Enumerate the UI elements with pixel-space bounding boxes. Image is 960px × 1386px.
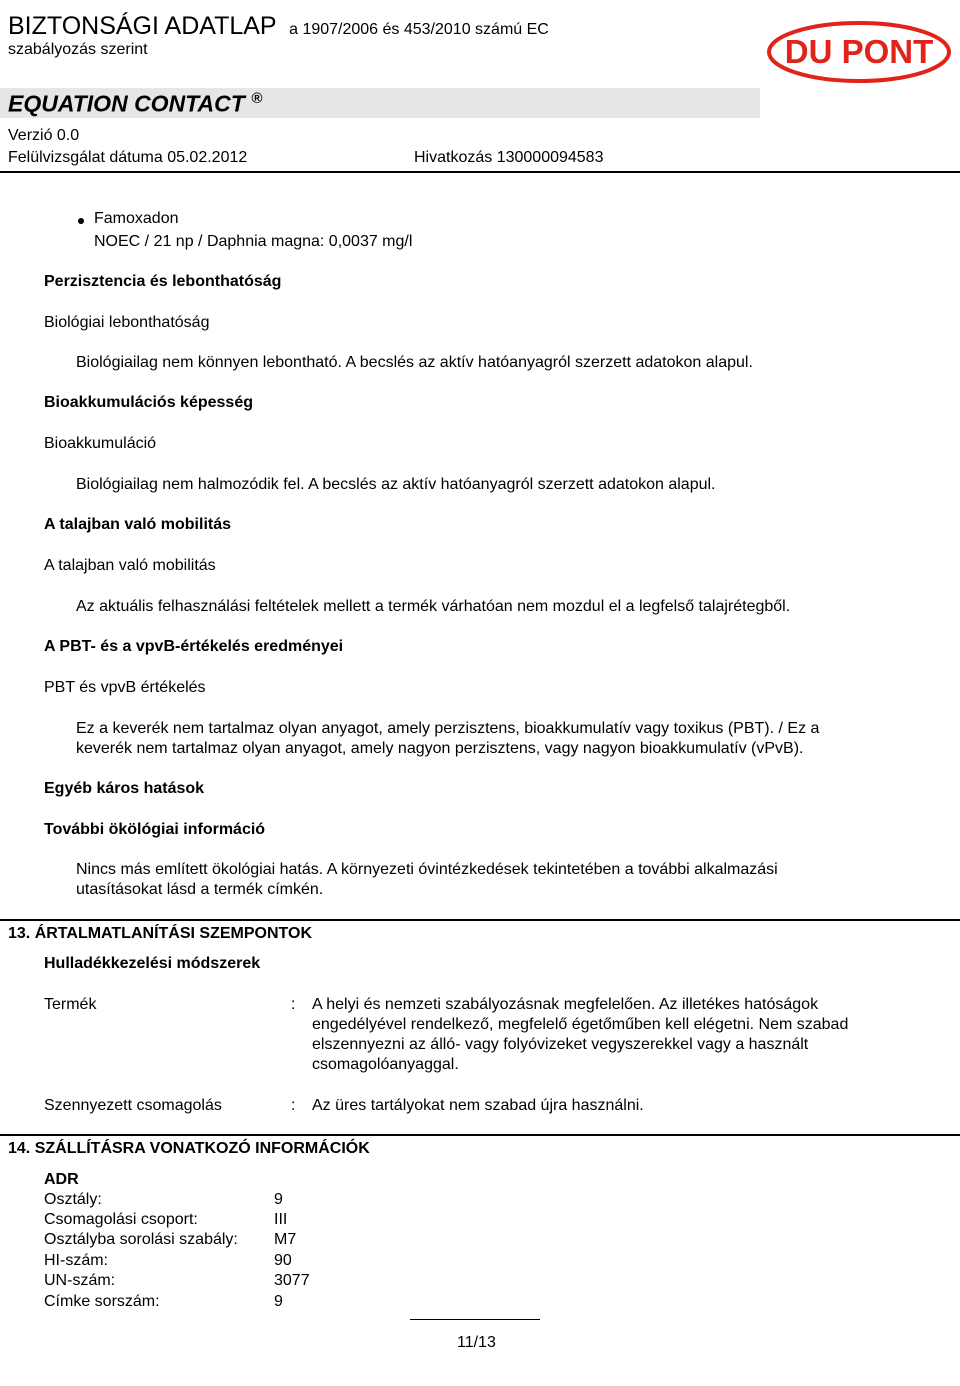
document-title-regulation: a 1907/2006 és 453/2010 számú EC <box>289 21 549 38</box>
product-text-line1: A helyi és nemzeti szabályozásnak megfelelően. Az illetékes hatóságok <box>312 996 819 1013</box>
noec-value: NOEC / 21 np / Daphnia magna: 0,0037 mg/l <box>94 233 413 250</box>
product-label: Termék <box>44 996 97 1013</box>
persistence-heading: Perzisztencia és lebonthatóság <box>44 273 282 290</box>
further-info-text-line1: Nincs más említett ökológiai hatás. A környezeti óvintézkedések tekintetében a további alkalmazási <box>76 861 778 878</box>
adr-value-class: 9 <box>274 1191 283 1208</box>
adr-label-un-number: UN-szám: <box>44 1272 116 1289</box>
page-number: 11/13 <box>457 1334 496 1351</box>
adr-label-class: Osztály: <box>44 1191 102 1208</box>
pbt-text-line1: Ez a keverék nem tartalmaz olyan anyagot, amely perzisztens, bioakkumulatív vagy toxikus (PBT). / Ez a <box>76 720 820 737</box>
waste-methods-heading: Hulladékkezelési módszerek <box>44 955 261 972</box>
bioaccumulation-label: Bioakkumuláció <box>44 435 157 452</box>
section-13-title: 13. ÁRTALMATLANÍTÁSI SZEMPONTOK <box>8 925 312 942</box>
product-colon: : <box>291 996 296 1013</box>
header-rule <box>0 171 960 173</box>
biodegradability-text: Biológiailag nem könnyen lebontható. A becslés az aktív hatóanyagról szerzett adatokon alapul. <box>76 354 753 371</box>
adr-label-packing-group: Csomagolási csoport: <box>44 1211 198 1228</box>
adr-label-hazard-number: HI-szám: <box>44 1252 108 1269</box>
mobility-text: Az aktuális felhasználási feltételek mellett a termék várhatóan nem mozdul el a legfelső talajrétegből. <box>76 598 791 615</box>
product-name: EQUATION CONTACT ® <box>8 90 263 117</box>
adr-value-un-number: 3077 <box>274 1272 310 1289</box>
biodegradability-label: Biológiai lebonthatóság <box>44 314 210 331</box>
revision-date: Felülvizsgálat dátuma 05.02.2012 <box>8 149 248 166</box>
product-text-line3: elszennyezni az álló- vagy folyóvizeket vegyszerekkel vagy a használt <box>312 1036 809 1053</box>
pbt-heading: A PBT- és a vpvB-értékelés eredményei <box>44 638 344 655</box>
adr-value-hazard-number: 90 <box>274 1252 292 1269</box>
adr-label-classification-code: Osztályba sorolási szabály: <box>44 1231 238 1248</box>
substance-name: Famoxadon <box>94 210 179 227</box>
logo-text: DU PONT <box>784 33 934 70</box>
version: Verzió 0.0 <box>8 127 80 144</box>
section-13-rule <box>0 919 960 921</box>
other-effects-heading: Egyéb káros hatások <box>44 780 205 797</box>
document-title <box>8 12 549 41</box>
dupont-logo <box>766 20 952 84</box>
adr-value-classification-code: M7 <box>274 1231 297 1248</box>
adr-value-label-number: 9 <box>274 1293 283 1310</box>
section-14-title: 14. SZÁLLÍTÁSRA VONATKOZÓ INFORMÁCIÓK <box>8 1140 370 1157</box>
bullet-icon <box>78 218 84 224</box>
pbt-label: PBT és vpvB értékelés <box>44 679 206 696</box>
footer-rule <box>410 1319 540 1320</box>
packaging-label: Szennyezett csomagolás <box>44 1097 222 1114</box>
registered-mark: ® <box>251 90 263 107</box>
bioaccumulation-heading: Bioakkumulációs képesség <box>44 394 253 411</box>
packaging-text: Az üres tartályokat nem szabad újra használni. <box>312 1097 644 1114</box>
mobility-heading: A talajban való mobilitás <box>44 516 232 533</box>
further-info-heading: További ökölógiai információ <box>44 821 266 838</box>
further-info-text-line2: utasításokat lásd a termék címkén. <box>76 881 324 898</box>
adr-value-packing-group: III <box>274 1211 288 1228</box>
product-text-line4: csomagolóanyaggal. <box>312 1056 459 1073</box>
document-title-main: BIZTONSÁGI ADATLAP <box>8 12 277 40</box>
product-text-line2: engedélyével rendelkező, megfelelő égetőműben kell elégetni. Nem szabad <box>312 1016 849 1033</box>
section-14-rule <box>0 1134 960 1136</box>
bioaccumulation-text: Biológiailag nem halmozódik fel. A becslés az aktív hatóanyagról szerzett adatokon alapul. <box>76 476 716 493</box>
mobility-label: A talajban való mobilitás <box>44 557 216 574</box>
pbt-text-line2: keverék nem tartalmaz olyan anyagot, amely nagyon perzisztens, vagy nagyon bioakkumulatív (vPvB). <box>76 740 804 757</box>
adr-heading: ADR <box>44 1171 79 1188</box>
document-title-line2: szabályozás szerint <box>8 41 148 58</box>
reference-number: Hivatkozás 130000094583 <box>414 149 604 166</box>
packaging-colon: : <box>291 1097 296 1114</box>
adr-label-label-number: Címke sorszám: <box>44 1293 160 1310</box>
